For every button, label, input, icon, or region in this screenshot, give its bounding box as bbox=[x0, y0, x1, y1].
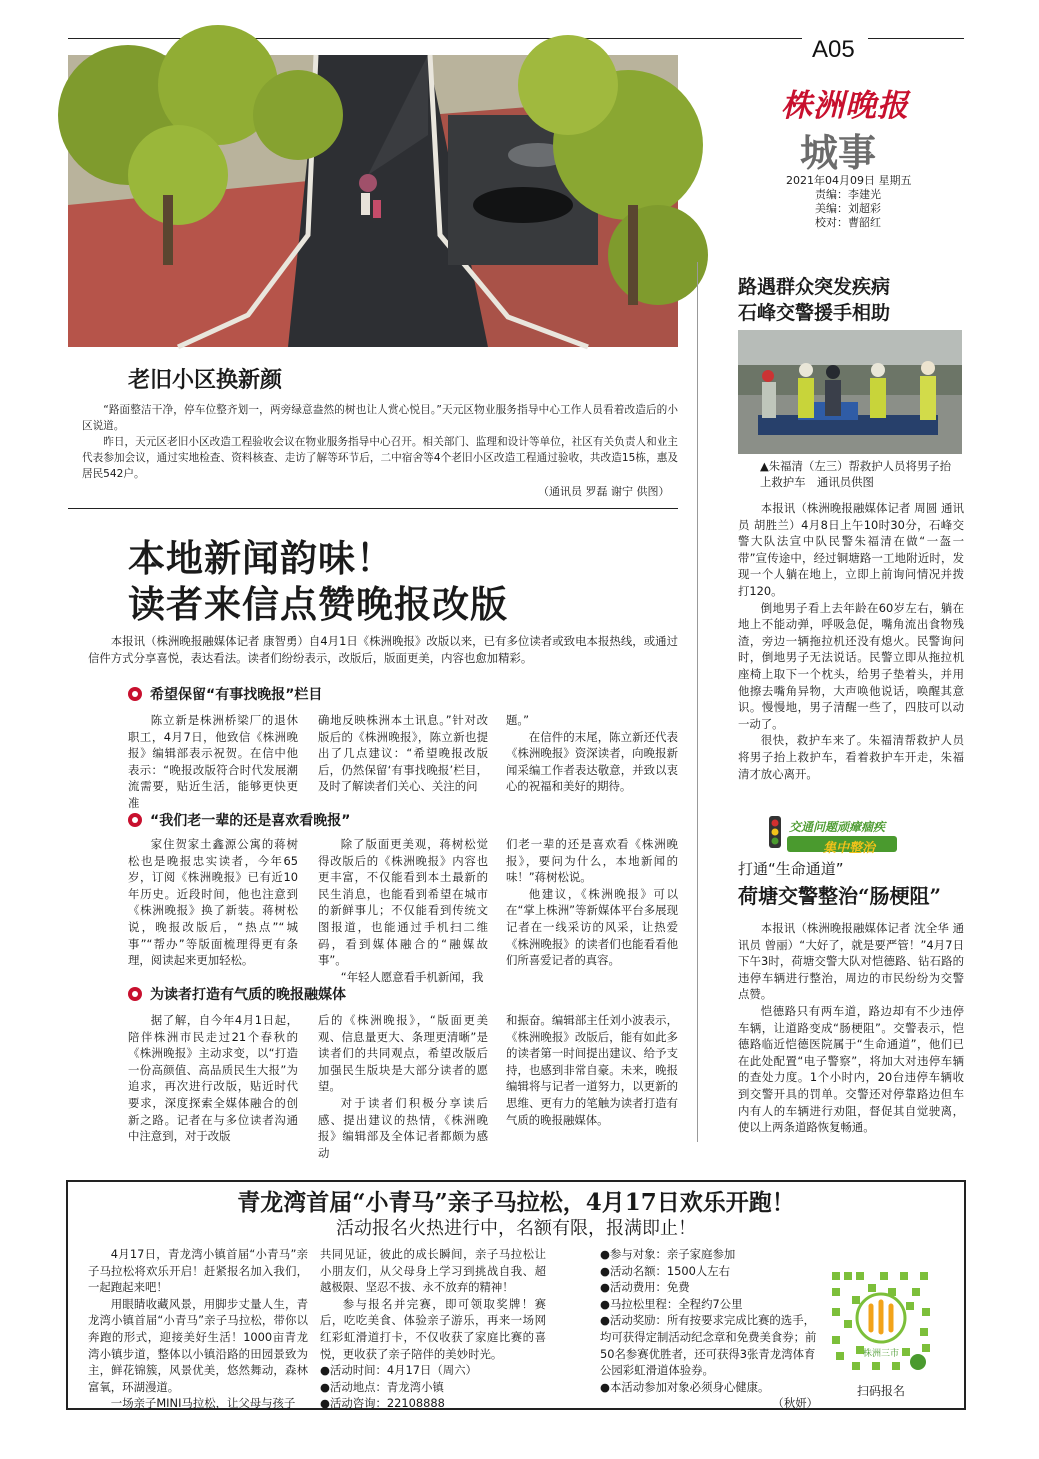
section3-col2-text-b: 对于读者们积极分享读后感、提出建议的热情，《株洲晚报》编辑部及全体记者都颇为感动 bbox=[318, 1095, 488, 1160]
main-photo-illustration bbox=[68, 55, 678, 347]
right-article2-p1: 本报讯（株洲晚报融媒体记者 沈全华 通讯员 曾丽）“大好了，就是要严管！”4月7日下午3时，荷塘交警大队对恺德路、钻石路的违停车辆进行整治，周边的市民纷纷为交警点赞。 bbox=[738, 921, 964, 1002]
rescue-photo-illustration bbox=[738, 330, 962, 454]
ad-quota: ●活动名额：1500人左右 bbox=[600, 1263, 731, 1278]
ad-subtitle: 活动报名火热进行中，名额有限，报满即止！ bbox=[336, 1218, 696, 1239]
ad-event-time: ●活动时间：4月17日（周六） bbox=[320, 1363, 477, 1378]
section3-col2-text-a: 后的《株洲晚报》，“版面更美观、信息量更大、条理更清晰”是读者们的共同观点，希望改版后加强民生版块是大部分读者的愿望。 bbox=[318, 1013, 488, 1094]
right-article2-p2: 恺德路只有两车道，路边却有不少违停车辆，让道路变成“肠梗阻”。交警表示，恺德路临近恺德医院属于“生命通道”，他们已在此处配置“电子警察”，将加大对违停车辆的查处力度。1个小时内，20台违停车辆收到交警开具的罚单。交警还对停靠路边但车内有人的车辆进行劝阻，督促其自觉驶离，使以上两条道路恢复畅通。 bbox=[738, 1003, 964, 1135]
section2-col2-text-b: “年轻人愿意看手机新闻，我 bbox=[340, 969, 484, 984]
ad-participants: ●参与对象：亲子家庭参加 bbox=[600, 1247, 736, 1261]
photo-caption-p1: “路面整洁干净，停车位整齐划一，两旁绿意盎然的树也让人赏心悦目。”天元区物业服务指导中心工作人员看着改造后的小区说道。 bbox=[82, 404, 678, 432]
campaign-logo-line1: 交通问题顽瘴痼疾 bbox=[789, 820, 886, 834]
right-article1-p1: 本报讯（株洲晚报融媒体记者 周圆 通讯员 胡胜兰）4月8日上午10时30分，石峰交警大队法宣中队民警朱福清在做“一盔一带”宣传途中，经过铜塘路一工地附近时，发现一个人躺在地上，立即上前询问情况并拨打120。 bbox=[738, 501, 964, 598]
photo-caption bbox=[82, 402, 678, 482]
campaign-logo-line2: 集中整治 bbox=[823, 841, 876, 856]
section1-heading-text: 希望保留“有事找晚报”栏目 bbox=[150, 687, 323, 703]
section3-col3-text: 和振奋。编辑部主任刘小波表示，《株洲晚报》改版后，能有如此多的读者第一时间提出建议、给予支持，也感到非常自豪。未来，晚报编辑将与记者一道努力，以更新的思维、更有力的笔触为读者打造有气质的晚报融媒体。 bbox=[506, 1013, 678, 1127]
section2-heading bbox=[128, 810, 350, 830]
qr-code[interactable] bbox=[826, 1266, 936, 1376]
marathon-ad-box bbox=[66, 1180, 966, 1410]
section2-col1-text: 家住贺家土鑫源公寓的蒋树松也是晚报忠实读者，今年65岁，订阅《株洲晚报》已有近10年历史。近段时间，他也注意到《株洲晚报》换了新装。蒋树松说，晚报改版后，“热点”“城事”“帮办”等版面梳理得更有条理，阅读起来更加轻松。 bbox=[128, 837, 298, 968]
photo-caption-p2: 昨日，天元区老旧小区改造工程验收会议在物业服务指导中心召开。相关部门、监理和设计等单位，社区有关负责人和业主代表参加会议，通过实地检查、资料核查、走访了解等环节后，二中宿舍等4个老旧小区改造工程通过验收，共改造15栋，惠及居民542户。 bbox=[82, 436, 678, 480]
section3-col1-text: 据了解，自今年4月1日起，陪伴株洲市民走过21个春秋的《株洲晚报》主动求变，以“打造一份高颜值、高品质民生大报”为追求，再次进行改版，贴近时代要求，深度探索全媒体融合的创新之路。记者在与多位读者沟通中注意到，对于改版 bbox=[128, 1013, 298, 1144]
section1-col3-text-b: 在信件的末尾，陈立新还代表《株洲晚报》资深读者，向晚报新闻采编工作者表达敬意，并致以衷心的祝福和美好的期待。 bbox=[506, 729, 678, 794]
section-marker-icon bbox=[128, 987, 142, 1001]
section3-heading bbox=[128, 984, 346, 1004]
page-number: A05 bbox=[812, 36, 855, 63]
section1-col2-text: 确地反映株洲本土讯息。”针对改版后的《株洲晚报》，陈立新也提出了几点建议：“希望晚报改版后，仍然保留‘有事找晚报’栏目，及时了解读者们关心、关注的问 bbox=[318, 713, 488, 794]
ad-col1-p3: 一场亲子MINI马拉松，让父母与孩子 bbox=[110, 1396, 296, 1411]
ad-col1-p2: 用眼睛收藏风景，用脚步丈量人生，青龙湾小镇首届“小青马”亲子马拉松，带你以奔跑的形式，迎接美好生活！1000亩青龙湾小镇步道，整体以小镇沿路的田园景致为主，鲜花锦簇，风景优美，悠然舞动，森林富氧，环湖漫道。 bbox=[88, 1296, 308, 1394]
main-headline-line1: 本地新闻韵味！ bbox=[128, 536, 394, 580]
section-name: 城事 bbox=[800, 130, 877, 175]
qr-code-graphic bbox=[826, 1266, 936, 1376]
main-photo-community-street bbox=[68, 55, 678, 347]
section2-col3-text-a: 们老一辈的还是喜欢看《株洲晚报》，要问为什么，本地新闻的味！”蒋树松说。 bbox=[506, 837, 678, 885]
ad-event-phone: ●活动咨询：22108888 bbox=[320, 1396, 445, 1411]
ad-fee: ●活动费用：免费 bbox=[600, 1280, 690, 1295]
section2-col3-text-b: 他建议，《株洲晚报》可以在“掌上株洲”等新媒体平台多展现记者在一线采访的风采，让热爱《株洲晚报》的读者们也能看看他们所喜爱记者的真容。 bbox=[506, 886, 678, 968]
right-article2-kicker: 打通“生命通道” bbox=[738, 860, 844, 878]
ad-author: （秋妍） bbox=[772, 1396, 818, 1411]
section2-col2-text-a: 除了版面更美观，蒋树松觉得改版后的《株洲晚报》内容也更丰富，不仅能看到本土最新的民生消息，也能看到希望在城市的新鲜事儿；不仅能看到传统文图报道，也能通过手机扫二维码，看到媒体融合的“融媒故事”。 bbox=[318, 837, 488, 968]
section2-heading-text: “我们老一辈的还是喜欢看晚报” bbox=[150, 813, 351, 829]
section1-col3-text-a: 题。” bbox=[506, 713, 529, 727]
section3-heading-text: 为读者打造有气质的晚报融媒体 bbox=[150, 987, 346, 1003]
right-article1-p2: 倒地男子看上去年龄在60岁左右，躺在地上不能动弹，呼吸急促，嘴角流出食物残渣，旁边一辆拖拉机还没有熄火。民警询问时，倒地男子无法说话。民警立即从拖拉机座椅上取下一个枕头，给男子垫着头，并用他擦去嘴角异物，大声唤他说话，唤醒其意识。慢慢地，男子清醒一些了，四肢可以动一动了。 bbox=[738, 600, 964, 731]
right-article1-title-line2: 石峰交警援手相助 bbox=[738, 302, 891, 324]
proofreader-credit: 校对：曹韶红 bbox=[815, 216, 881, 229]
designer-credit: 美编：刘超彩 bbox=[815, 202, 881, 215]
right-article1-title-line1: 路遇群众突发疾病 bbox=[738, 276, 891, 298]
main-headline-line2: 读者来信点赞晚报改版 bbox=[128, 582, 508, 626]
qr-label: 扫码报名 bbox=[856, 1384, 905, 1398]
paper-name-logo: 株洲晚报 bbox=[781, 88, 909, 124]
section1-col1-text: 陈立新是株洲桥梁厂的退休职工，4月7日，他致信《株洲晚报》编辑部表示祝贺。在信中他表示：“晚报改版符合时代发展潮流需要，贴近生活，能够更快更准 bbox=[128, 713, 298, 810]
photo-credit: （通讯员 罗磊 谢宁 供图） bbox=[538, 485, 670, 498]
ad-col2-p1: 共同见证，彼此的成长瞬间，亲子马拉松让小朋友们，从父母身上学习到挑战自我、超越极限、坚忍不拔、永不放弃的精神！ bbox=[320, 1247, 546, 1295]
ad-col2-p2: 参与报名并完赛，即可领取奖牌！赛后，吃吃美食、体验亲子游乐，再来一场网红彩虹滑道打卡，不仅收获了家庭比赛的喜悦，更收获了亲子陪伴的美妙时光。 bbox=[320, 1296, 546, 1361]
traffic-campaign-logo bbox=[765, 812, 905, 856]
rescue-photo-caption: ▲朱福清（左三）帮救护人员将男子抬上救护车 通讯员供图 bbox=[760, 459, 952, 489]
ad-title: 青龙湾首届“小青马”亲子马拉松，4月17日欢乐开跑！ bbox=[237, 1189, 795, 1216]
photo-headline: 老旧小区换新颜 bbox=[128, 367, 283, 393]
right-article2-title: 荷塘交警整治“肠梗阻” bbox=[738, 884, 942, 908]
main-article-lead: 本报讯（株洲晚报融媒体记者 康智勇）自4月1日《株洲晚报》改版以来，已有多位读者或致电本报热线，或通过信件方式分享喜悦，表达看法。读者们纷纷表示，改版后，版面更美，内容也愈加精彩。 bbox=[88, 634, 678, 665]
right-article1-p3: 很快，救护车来了。朱福清帮救护人员将男子抬上救护车，看着救护车开走，朱福清才放心离开。 bbox=[738, 733, 964, 781]
section1-heading bbox=[128, 684, 322, 704]
ad-col1-p1: 4月17日，青龙湾小镇首届“小青马”亲子马拉松将欢乐开启！赶紧报名加入我们，一起跑起来吧！ bbox=[88, 1247, 308, 1295]
section-marker-icon bbox=[128, 813, 142, 827]
rescue-photo bbox=[738, 330, 962, 454]
ad-health-note: ●本活动参加对象必须身心健康。 bbox=[600, 1379, 770, 1394]
ad-rewards: ●活动奖励：所有按要求完成比赛的选手，均可获得定制活动纪念章和免费美食券；前50名参赛优胜者，还可获得3张青龙湾体育公园彩虹滑道体验券。 bbox=[600, 1313, 817, 1378]
qr-brand-label: 株洲三市 bbox=[862, 1349, 899, 1359]
ad-event-location: ●活动地点：青龙湾小镇 bbox=[320, 1379, 444, 1394]
ad-distance: ●马拉松里程：全程约7公里 bbox=[600, 1296, 743, 1311]
section-marker-icon bbox=[128, 687, 142, 701]
editor-credit: 责编：李建光 bbox=[815, 188, 881, 201]
issue-date: 2021年04月09日 星期五 bbox=[786, 174, 912, 187]
